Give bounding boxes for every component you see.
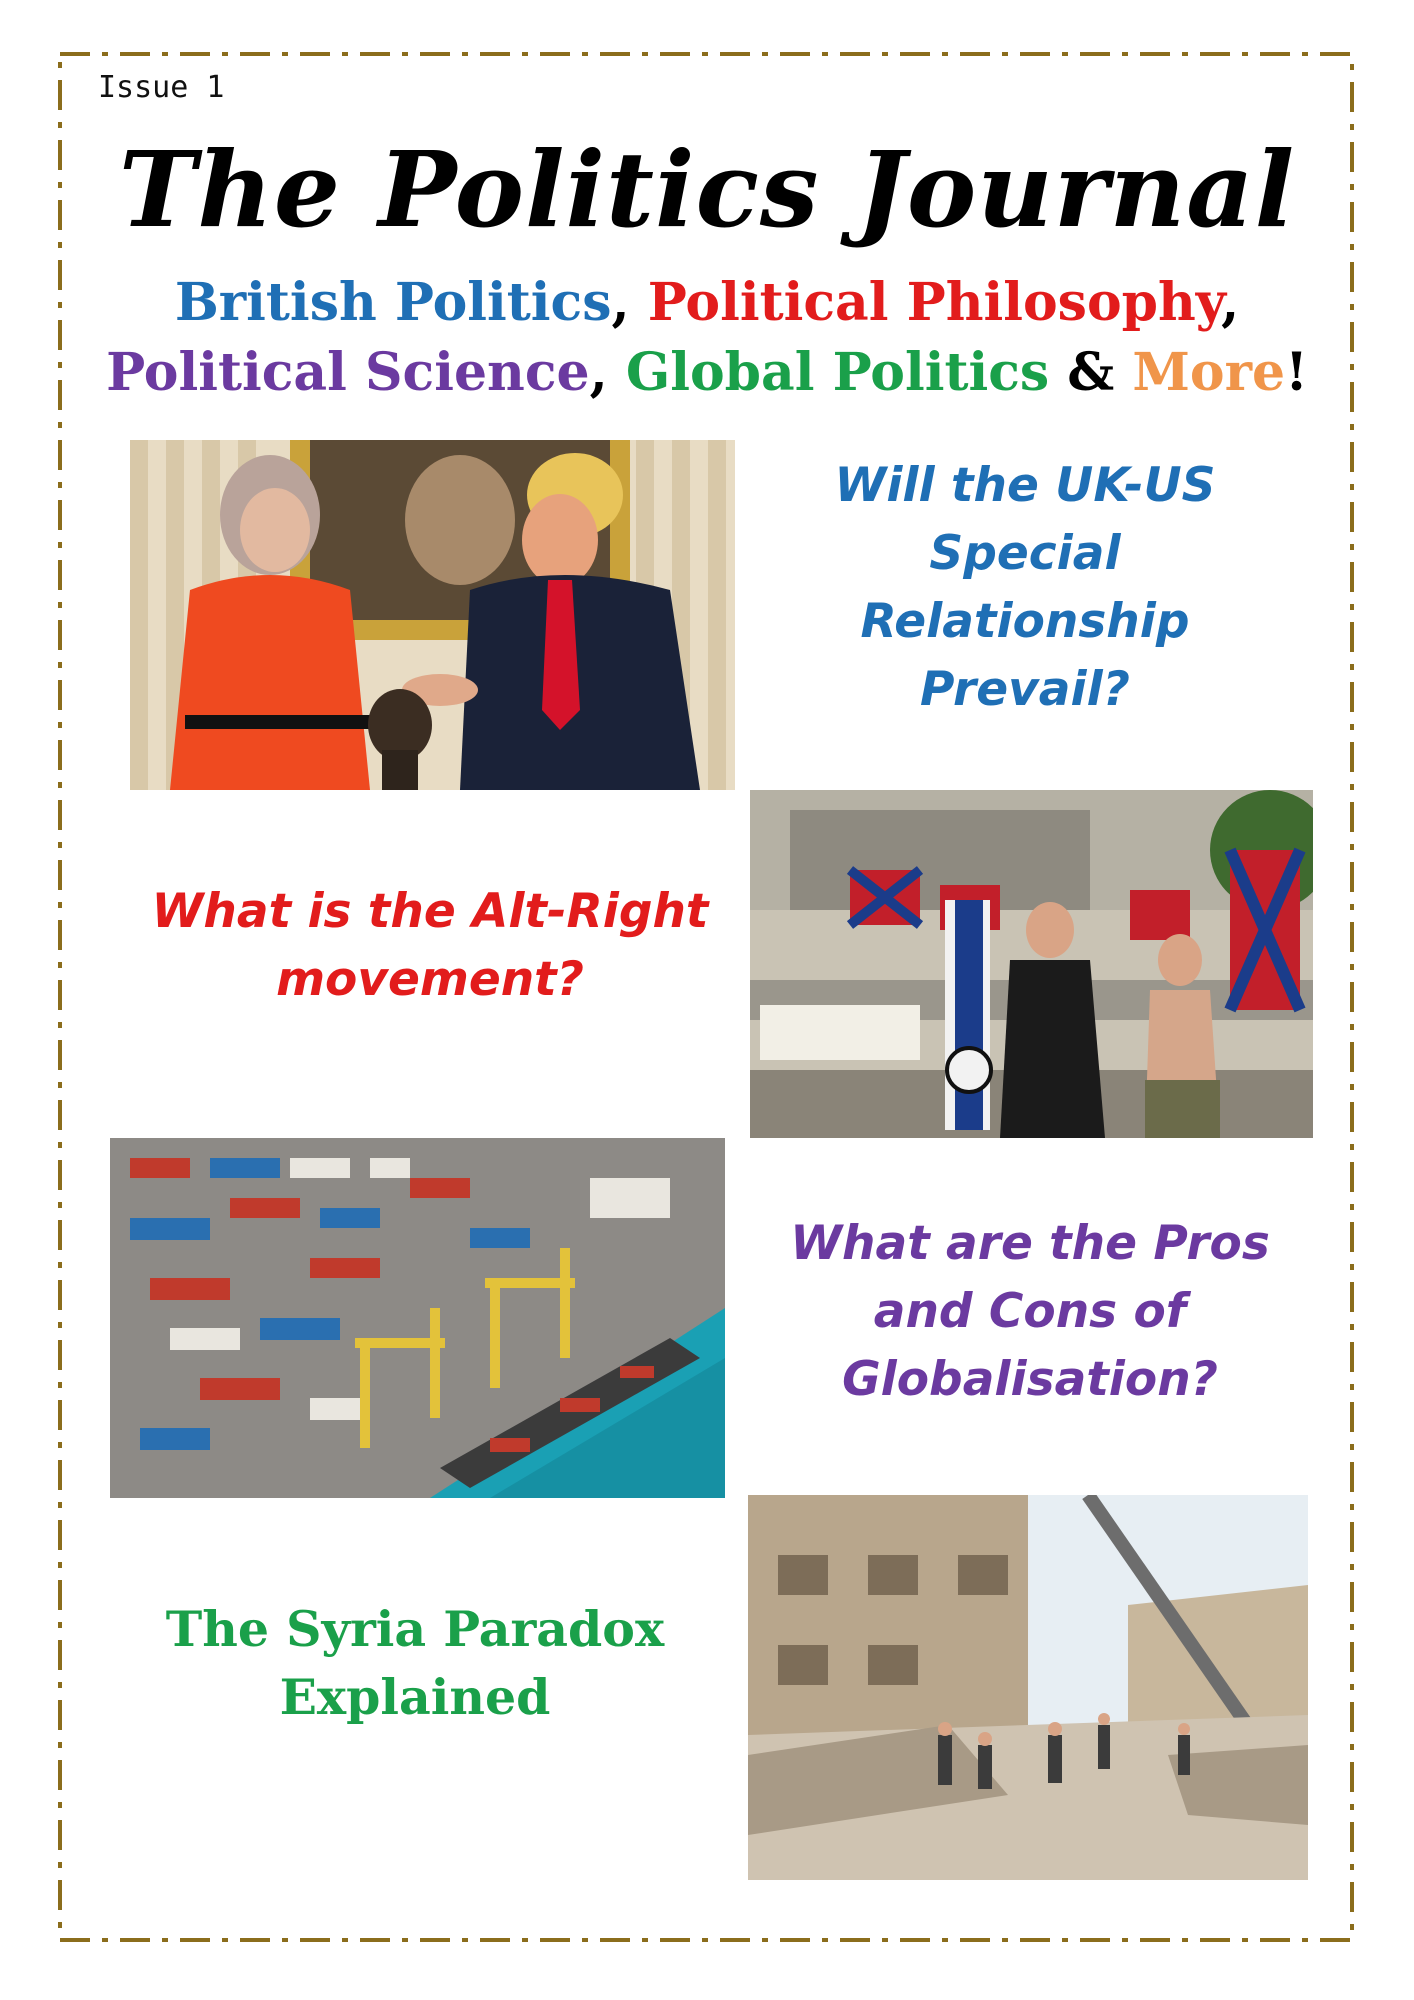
container-port-photo (110, 1138, 725, 1498)
separator: , (589, 342, 626, 403)
topic-global-politics: Global Politics (625, 342, 1050, 403)
subtitle-line-1 (60, 268, 1354, 338)
topic-political-philosophy: Political Philosophy (647, 272, 1222, 333)
separator: & (1049, 342, 1133, 403)
separator: , (611, 272, 648, 333)
topic-british-politics: British Politics (174, 272, 612, 333)
article-headline-syria: The Syria Paradox Explained (165, 1600, 665, 1726)
leaders-handshake-photo (130, 440, 735, 790)
subtitle (60, 268, 1354, 408)
article-headline-alt-right: What is the Alt-Right movement? (151, 884, 709, 1007)
subtitle-line-2 (60, 338, 1354, 408)
journal-title: The Politics Journal (118, 128, 1296, 251)
rally-flags-photo (750, 790, 1313, 1138)
topic-more: More (1132, 342, 1286, 403)
separator: ! (1285, 342, 1308, 403)
article-headline-special-relationship: Will the UK-US Special Relationship Prevail? (834, 458, 1216, 717)
article-headline-globalisation: What are the Pros and Cons of Globalisation? (790, 1216, 1270, 1407)
issue-number: Issue 1 (98, 70, 225, 105)
separator: , (1221, 272, 1240, 333)
ruined-street-photo (748, 1495, 1308, 1880)
topic-political-science: Political Science (106, 342, 590, 403)
